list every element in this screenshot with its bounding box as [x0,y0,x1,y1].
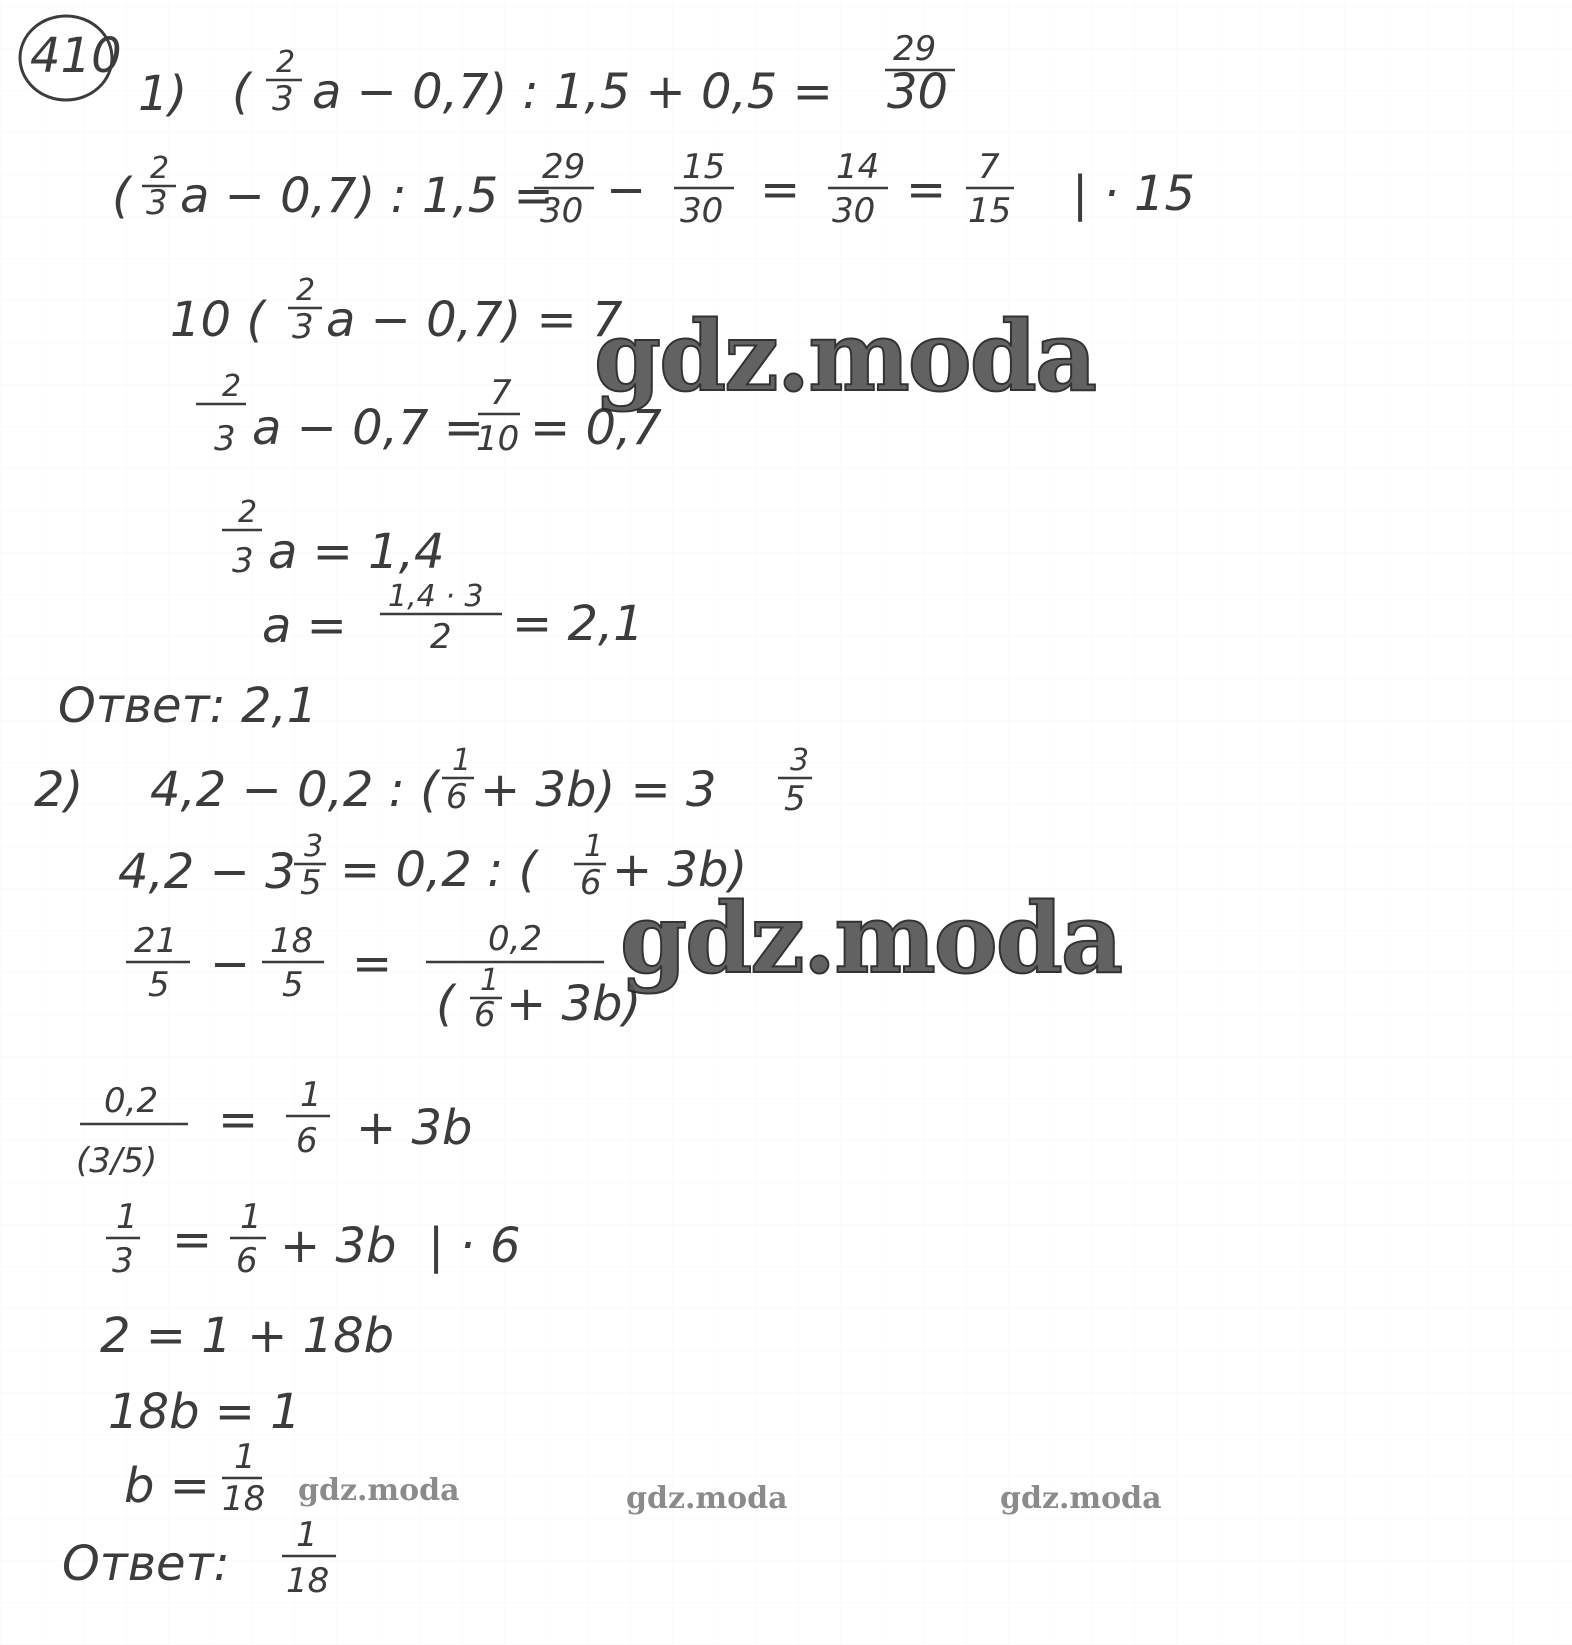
frac2-denominator: 5 [282,965,304,1005]
frac1-numerator: 21 [134,921,178,961]
part2-line3 [126,919,641,1035]
part1-line4 [196,369,662,459]
equals-sign: = [760,162,801,218]
equation-result: + 3b) [612,842,748,898]
paren-open: ( [232,64,251,120]
part2-answer [62,1515,336,1601]
equation-left: 4,2 − 3 [118,844,296,900]
part2-label: 2) [34,762,84,818]
equation-left: a = [262,598,347,654]
mixed-numerator: 3 [304,829,324,864]
part1-line1 [232,29,955,120]
equals-sign: = [172,1212,213,1268]
paren-open: ( [112,168,131,224]
frac1-numerator: 0,2 [104,1081,159,1121]
frac-denominator: 3 [146,183,168,223]
equation-left: 10 ( [170,292,266,348]
frac-denominator: 3 [272,79,294,119]
minus-sign: − [210,936,251,992]
equation-result: = 0,7 [530,400,662,456]
part2-line8 [124,1437,265,1519]
part2-line7: 18b = 1 [108,1384,301,1440]
multiply-both-sides: | · 15 [1072,166,1196,222]
watermark-logo: gdz.moda [594,300,1096,413]
part2-line6: 2 = 1 + 18b [100,1308,395,1364]
frac-numerator: 1 [584,829,604,864]
equation-text: + 3b) = 3 [480,762,717,818]
answer-numerator: 1 [296,1515,318,1555]
equals-sign: = [906,162,947,218]
equation-left: 4,2 − 0,2 : ( [150,762,439,818]
frac-numerator: 1,4 · 3 [388,579,484,614]
watermark-logo: gdz.moda [620,882,1122,995]
big-frac-numerator: 0,2 [488,919,543,959]
paren-open: ( [436,976,455,1032]
frac2-numerator: 18 [270,921,314,961]
frac-denominator: 2 [430,617,452,657]
answer-label: Ответ: [62,1536,230,1592]
equals-sign: = [352,936,393,992]
equation-text: = 0,2 : ( [340,842,538,898]
answer-denominator: 18 [286,1561,330,1601]
minus-sign: − [606,162,647,218]
den-rest: + 3b) [506,976,642,1032]
den-frac-denominator: 6 [474,995,496,1035]
frac3-numerator: 14 [836,147,880,187]
part1-answer: Ответ: 2,1 [58,678,318,734]
frac1-denominator: (3/5) [76,1141,158,1181]
equation-result: = 2,1 [512,596,644,652]
frac2-denominator: 30 [680,191,724,231]
equation-text: a − 0,7) = 7 [326,292,623,348]
frac-denominator: 6 [580,863,602,903]
part2-line5 [106,1197,520,1281]
frac-denominator: 3 [214,419,236,459]
equation-text: a − 0,7) : 1,5 + 0,5 = [312,64,833,120]
part1-line6 [262,579,644,657]
equation-result: + 3b [356,1100,473,1156]
equation-text: a − 0,7 = [252,400,484,456]
equation-left: b = [124,1458,210,1514]
frac2-denominator: 6 [296,1121,318,1161]
frac1-numerator: 29 [542,147,586,187]
watermark-small: gdz.moda [626,1481,788,1516]
frac-denominator: 3 [292,307,314,347]
frac3-denominator: 30 [832,191,876,231]
mixed-denominator: 5 [300,863,322,903]
frac1-denominator: 5 [148,965,170,1005]
frac2-denominator: 6 [236,1241,258,1281]
multiply-both-sides: | · 6 [428,1218,521,1274]
frac-denominator: 6 [446,777,468,817]
frac-numerator: 2 [296,273,316,308]
frac-denominator: 18 [222,1479,266,1519]
frac-numerator: 2 [150,151,170,186]
equation-text: a = 1,4 [268,524,445,580]
frac4-denominator: 15 [968,191,1012,231]
part1-line2 [112,147,1195,231]
frac-numerator: 1 [452,743,472,778]
frac-numerator: 2 [238,495,258,530]
frac1-denominator: 3 [112,1241,134,1281]
frac4-numerator: 7 [978,147,1000,187]
frac-denominator: 3 [232,541,254,581]
frac1-numerator: 1 [116,1197,138,1237]
watermark-small: gdz.moda [298,1473,460,1508]
rhs-numerator: 29 [893,29,937,69]
equation-result: + 3b [280,1218,397,1274]
frac2-numerator: 1 [240,1197,262,1237]
den-frac-numerator: 1 [480,963,500,998]
equals-sign: = [218,1092,259,1148]
mixed-numerator: 3 [790,743,810,778]
rhs-denominator: 30 [887,64,949,120]
mixed-denominator: 5 [784,779,806,819]
frac-numerator: 2 [276,45,296,80]
equation-text: a − 0,7) : 1,5 = [180,168,554,224]
frac2-numerator: 7 [490,373,512,413]
task-number: 410 [30,28,122,84]
frac2-numerator: 15 [682,147,726,187]
frac2-numerator: 1 [300,1075,322,1115]
part2-line1 [150,743,812,819]
frac2-denominator: 10 [476,419,520,459]
part2-line4 [76,1075,472,1181]
part1-line5 [222,495,444,581]
frac-numerator: 1 [234,1437,256,1477]
watermark-small: gdz.moda [1000,1481,1162,1516]
frac-numerator: 2 [222,369,242,404]
frac1-denominator: 30 [540,191,584,231]
part1-line3 [170,273,623,348]
task-number-badge [20,16,122,100]
part1-label: 1) [138,66,188,122]
